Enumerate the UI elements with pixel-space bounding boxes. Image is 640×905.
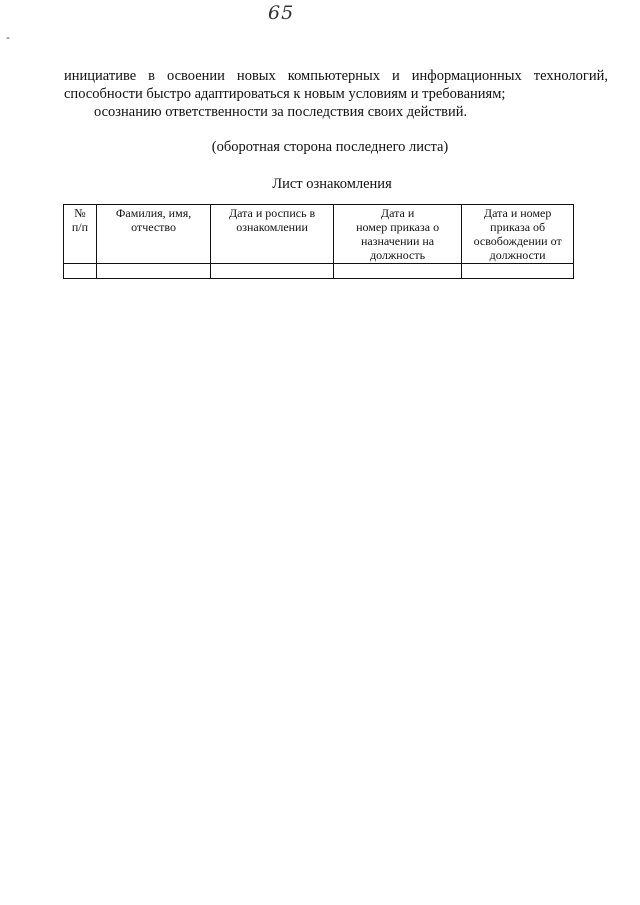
header-dismissal-order-line-2: приказа об — [490, 220, 546, 234]
margin-mark: - — [6, 30, 10, 44]
table-cell — [333, 264, 461, 279]
header-full-name — [96, 205, 210, 264]
header-appointment-order-line-4: должность — [370, 248, 426, 262]
header-dismissal-order-line-1: Дата и номер — [483, 206, 552, 220]
header-date-signature-line-2: ознакомлении — [236, 220, 308, 234]
reverse-side-note: (оборотная сторона последнего листа) — [211, 139, 449, 155]
header-appointment-order-line-2: номер приказа о — [356, 220, 440, 234]
table-cell — [462, 264, 574, 279]
header-dismissal-order-line-4: должности — [489, 248, 546, 262]
header-full-name-line-2: отчество — [131, 220, 177, 234]
paragraph-1: инициативе в освоении новых компьютерных и информационных технологий, — [64, 68, 608, 84]
acknowledgement-sheet-title: Лист ознакомления — [272, 176, 392, 192]
table-row — [64, 264, 574, 279]
paragraph-2: способности быстро адаптироваться к новым условиям и требованиям; — [64, 86, 506, 102]
header-number-line-2: п/п — [71, 220, 89, 234]
header-dismissal-order — [462, 205, 574, 264]
table-cell — [64, 264, 97, 279]
header-number — [64, 205, 97, 264]
page-number: 65 — [268, 2, 295, 24]
table-cell — [96, 264, 210, 279]
table-cell — [211, 264, 334, 279]
header-number-line-1: № — [74, 206, 86, 220]
header-full-name-line-1: Фамилия, имя, — [115, 206, 192, 220]
table-header-row — [64, 205, 574, 264]
acknowledgement-table — [63, 204, 574, 279]
header-dismissal-order-line-3: освобождении от — [473, 234, 562, 248]
header-appointment-order-line-3: назначении на — [361, 234, 435, 248]
header-appointment-order-line-1: Дата и — [380, 206, 415, 220]
header-date-signature — [211, 205, 334, 264]
header-date-signature-line-1: Дата и роспись в — [228, 206, 316, 220]
paragraph-3: осознанию ответственности за последствия своих действий. — [94, 104, 468, 120]
header-appointment-order — [333, 205, 461, 264]
